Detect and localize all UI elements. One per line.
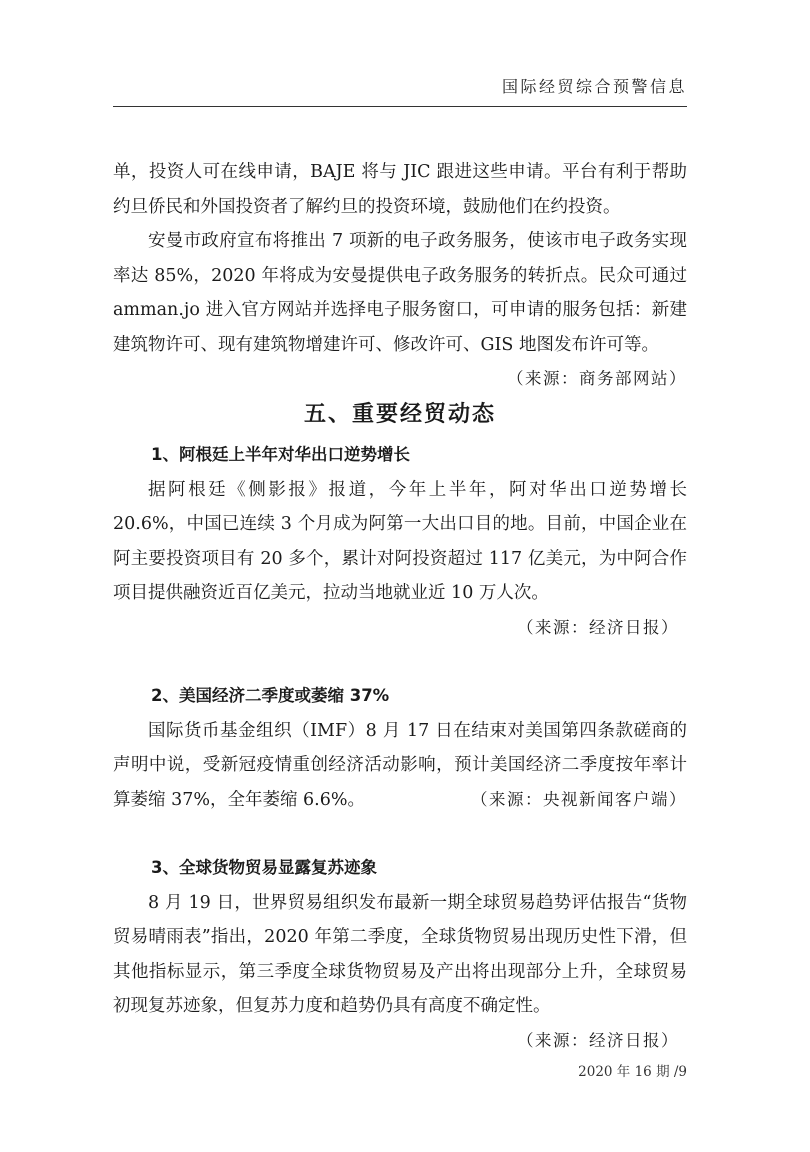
running-header: 国际经贸综合预警信息: [501, 77, 687, 96]
item-3-body: 8 月 19 日，世界贸易组织发布最新一期全球贸易趋势评估报告“货物贸易晴雨表”指出，2020 年第二季度，全球货物贸易出现历史性下滑，但其他指标显示，第三季度全球货物贸易及产出将出现部分上升，全球贸易初现复苏迹象，但复苏力度和趋势仍具有高度不确定性。: [113, 892, 687, 1016]
item-2-source: （来源：央视新闻客户端）: [471, 789, 687, 809]
page-number: 2020 年 16 期 /9: [578, 1064, 687, 1080]
section-title: 五、重要经贸动态: [303, 402, 496, 427]
intro-paragraph-2-text: 安曼市政府宣布将推出 7 项新的电子政务服务，使该市电子政务实现率达 85%，2020 年将成为安曼提供电子政务服务的转折点。民众可通过 amman.jo 进入官方网站并选择电子服务窗口，可申请的服务包括：新建建筑物许可、现有建筑物增建许可、修改许可、GIS 地图发布许可等。: [113, 231, 687, 355]
header-rule: [113, 106, 687, 107]
item-1-title: 1、阿根廷上半年对华出口逆势增长: [151, 445, 410, 464]
intro-paragraph-2: [113, 224, 687, 388]
item-2-body: [113, 714, 687, 818]
item-2-body-text: 国际货币基金组织（IMF）8 月 17 日在结束对美国第四条款磋商的声明中说，受新冠疫情重创经济活动影响，预计美国经济二季度按年率计算萎缩 37%，全年萎缩 6.6%。: [113, 720, 687, 810]
intro-source: （来源：商务部网站）: [507, 369, 687, 388]
item-2-title: 2、美国经济二季度或萎缩 37%: [151, 686, 390, 705]
intro-paragraph-1: 单，投资人可在线申请，BAJE 将与 JIC 跟进这些申请。平台有利于帮助约旦侨民和外国投资者了解约旦的投资环境，鼓励他们在约投资。: [113, 162, 687, 217]
item-1-source: （来源：经济日报）: [517, 617, 679, 637]
item-3-source: （来源：经济日报）: [517, 1030, 679, 1050]
item-3-title: 3、全球货物贸易显露复苏迹象: [151, 858, 377, 877]
item-1-body: 据阿根廷《侧影报》报道，今年上半年，阿对华出口逆势增长 20.6%，中国已连续 3 个月成为阿第一大出口目的地。目前，中国企业在阿主要投资项目有 20 多个，累计对阿投资超过 117 亿美元，为中阿合作项目提供融资近百亿美元，拉动当地就业近 10 万人次。: [113, 479, 687, 603]
page-content: [113, 155, 687, 1058]
